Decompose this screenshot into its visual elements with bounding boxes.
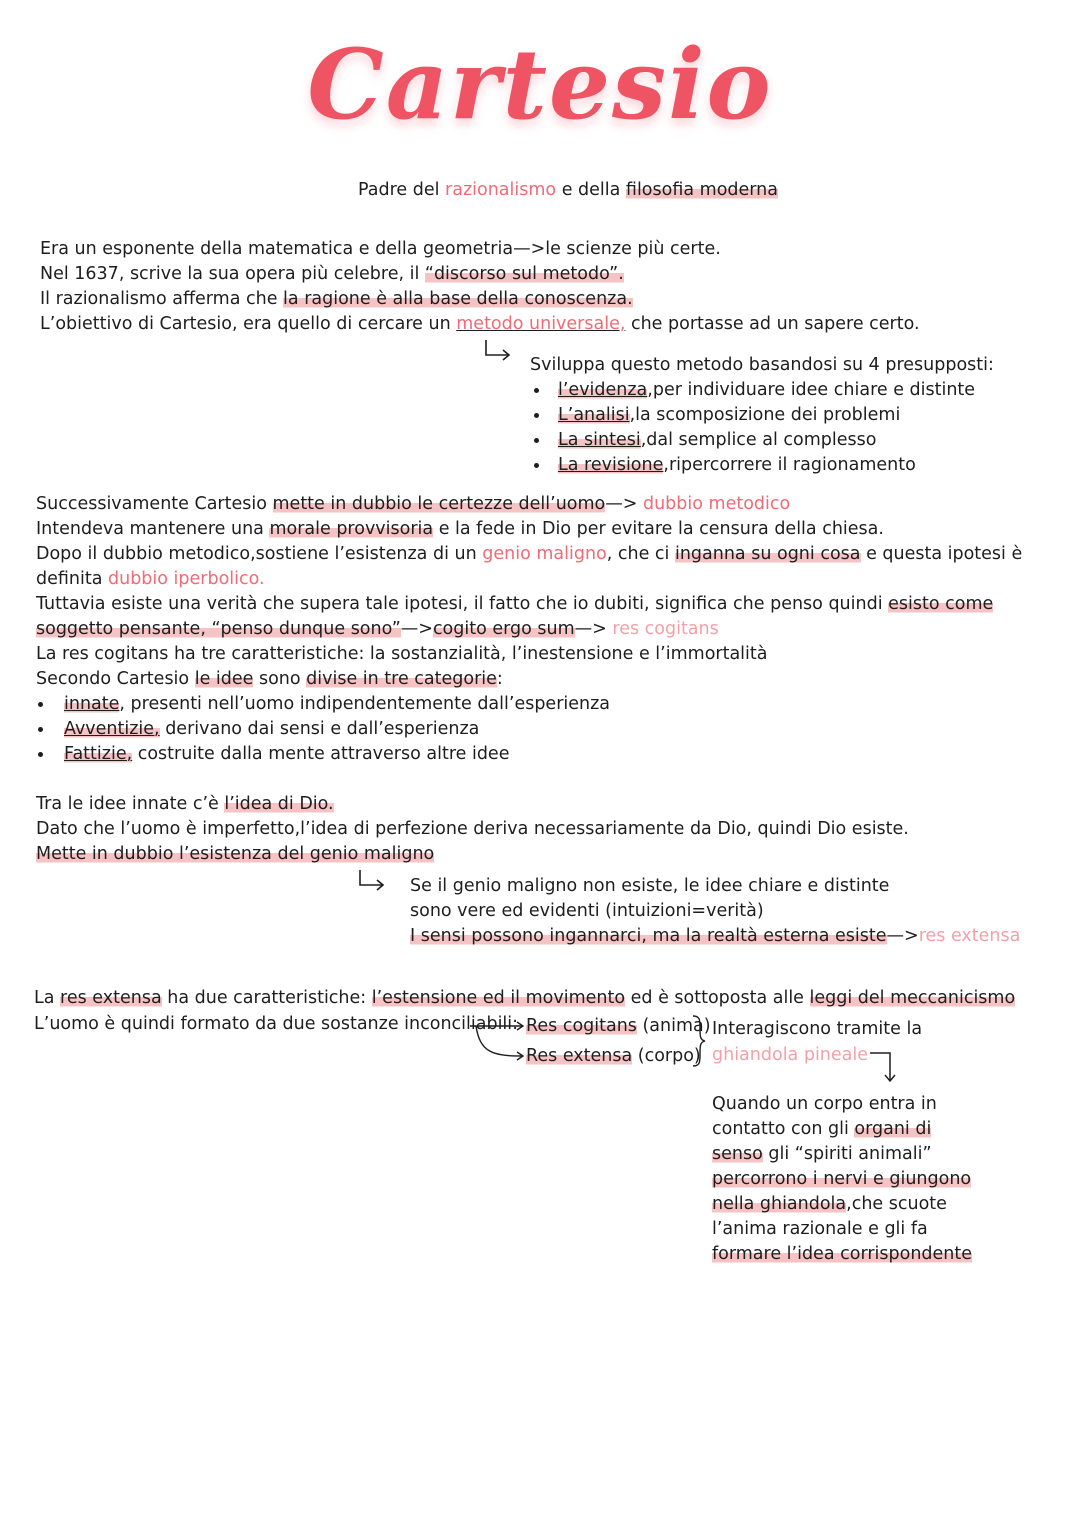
highlight: organi di — [854, 1119, 932, 1139]
doubt-line-8 — [36, 667, 503, 692]
text: —> — [886, 926, 919, 946]
text: Tuttavia esiste una verità che supera tale ipotesi, il fatto che io dubiti, significa che penso quindi — [36, 594, 889, 614]
text: Successivamente Cartesio — [36, 494, 273, 514]
text: L’obiettivo di Cartesio, era quello di cercare un — [40, 314, 457, 334]
text: e questa ipotesi è — [860, 544, 1023, 564]
method-desc: ,per individuare idee chiare e distinte — [647, 380, 976, 400]
text: —> — [605, 494, 643, 514]
doubt-line-1 — [36, 492, 790, 517]
subtitle-razionalismo: razionalismo — [445, 180, 557, 200]
method-desc: ,dal semplice al complesso — [640, 430, 877, 450]
doubt-line-4 — [36, 567, 265, 592]
highlight: la ragione è alla base della conoscenza. — [283, 289, 633, 309]
text: definita — [36, 569, 108, 589]
extensa-line-1 — [34, 986, 1015, 1011]
highlight: le idee — [194, 669, 254, 689]
curly-brace-icon — [690, 1014, 708, 1068]
idea-item — [64, 742, 509, 767]
bullet-icon — [38, 752, 43, 757]
bullet-icon — [534, 463, 539, 468]
doubt-line-2 — [36, 517, 884, 542]
intro-line-4 — [40, 312, 920, 337]
pineal-line-4 — [712, 1167, 971, 1192]
text: gli “spiriti animali” — [762, 1144, 932, 1164]
method-item — [558, 403, 900, 428]
idea-desc: derivano dai sensi e dall’esperienza — [159, 719, 480, 739]
highlight: soggetto pensante, “penso dunque sono” — [36, 619, 401, 639]
extensa-line-2: L’uomo è quindi formato da due sostanze inconciliabili: — [34, 1014, 519, 1034]
highlight: Res extensa — [526, 1046, 633, 1066]
text: , che ci — [606, 544, 675, 564]
subtitle-text: Padre del — [358, 180, 446, 200]
text: sono — [253, 669, 307, 689]
res-cogitans: res cogitans — [612, 619, 719, 639]
text: : — [496, 669, 503, 689]
method-desc: ,la scomposizione dei problemi — [629, 405, 901, 425]
interaction-line-1: Interagiscono tramite la — [712, 1019, 923, 1039]
text: La — [34, 988, 61, 1008]
res-extensa: res extensa — [918, 926, 1021, 946]
god-line-3 — [36, 842, 434, 867]
text: ed è sottoposta alle — [625, 988, 810, 1008]
idea-item — [64, 717, 479, 742]
intro-line-3 — [40, 287, 633, 312]
text: Intendeva mantenere una — [36, 519, 270, 539]
dubbio-metodico: dubbio metodico — [642, 494, 791, 514]
pineal-line-6 — [712, 1217, 928, 1242]
doubt-line-3 — [36, 542, 1022, 567]
method-term: La revisione — [558, 455, 664, 475]
highlight: formare l’idea corrispondente — [712, 1244, 973, 1264]
corner-arrow-icon — [358, 868, 388, 892]
highlight: inganna su ogni cosa — [674, 544, 861, 564]
text: (corpo) — [632, 1046, 701, 1066]
pineal-line-1 — [712, 1092, 937, 1117]
bullet-icon — [534, 438, 539, 443]
idea-item — [64, 692, 610, 717]
highlight: res extensa — [60, 988, 162, 1008]
method-desc: ,ripercorrere il ragionamento — [663, 455, 916, 475]
text: Il razionalismo afferma che — [40, 289, 284, 309]
idea-desc: , presenti nell’uomo indipendentemente dall’esperienza — [119, 694, 611, 714]
text: che portasse ad un sapere certo. — [625, 314, 920, 334]
idea-term: innate — [64, 694, 120, 714]
intro-line-2 — [40, 262, 624, 287]
highlight: senso — [712, 1144, 763, 1164]
substance-extensa — [526, 1044, 701, 1069]
highlight: leggi del meccanicismo — [809, 988, 1016, 1008]
bullet-icon — [38, 727, 43, 732]
text: (anima) — [636, 1016, 711, 1036]
highlight: divise in tre categorie — [306, 669, 497, 689]
method-item — [558, 428, 876, 453]
dubbio-iperbolico: dubbio iperbolico. — [108, 569, 265, 589]
highlight: cogito ergo sum — [432, 619, 575, 639]
method-term: La sintesi — [558, 430, 641, 450]
branch-arrow-icon — [466, 1016, 526, 1062]
genio-maligno: genio maligno — [482, 544, 607, 564]
substance-cogitans — [526, 1014, 711, 1039]
subtitle-filosofia: filosofia moderna — [625, 180, 778, 200]
text: ,che scuote — [846, 1194, 947, 1214]
pineal-line-2 — [712, 1117, 931, 1142]
ghiandola-pineale: ghiandola pineale — [712, 1045, 869, 1065]
doubt-line-6 — [36, 617, 719, 642]
highlight: mette in dubbio le certezze dell’uomo — [272, 494, 606, 514]
subtitle — [358, 178, 778, 203]
subtitle-text: e della — [556, 180, 626, 200]
god-line-1 — [36, 792, 334, 817]
method-item — [558, 453, 916, 478]
text: —> — [400, 619, 433, 639]
text: e la fede in Dio per evitare la censura della chiesa. — [433, 519, 884, 539]
pineal-line-5 — [712, 1192, 947, 1217]
intro-line-1: Era un esponente della matematica e della geometria—>le scienze più certe. — [40, 239, 721, 259]
idea-desc: costruite dalla mente attraverso altre idee — [132, 744, 510, 764]
bullet-icon — [534, 388, 539, 393]
doubt-line-5 — [36, 592, 993, 617]
corner-arrow-icon — [484, 338, 514, 362]
method-term: L’analisi — [558, 405, 630, 425]
god-conclusion-2: sono vere ed evidenti (intuizioni=verità) — [410, 901, 764, 921]
method-item — [558, 378, 975, 403]
text: Secondo Cartesio — [36, 669, 195, 689]
highlight: “discorso sul metodo”. — [424, 264, 624, 284]
highlight: percorrono i nervi e giungono — [712, 1169, 972, 1189]
highlight: Res cogitans — [526, 1016, 637, 1036]
pineal-line-7 — [712, 1242, 972, 1267]
idea-term: Fattizie, — [64, 744, 133, 764]
god-conclusion-3 — [410, 924, 1020, 949]
highlight: I sensi possono ingannarci, ma la realtà esterna esiste — [410, 926, 887, 946]
doubt-line-7: La res cogitans ha tre caratteristiche: la sostanzialità, l’inestensione e l’immortalità — [36, 644, 768, 664]
text: Quando un corpo entra in — [712, 1094, 937, 1114]
text: ha due caratteristiche: — [161, 988, 372, 1008]
page-title: Cartesio — [307, 28, 773, 141]
bullet-icon — [38, 702, 43, 707]
method-term: l’evidenza — [558, 380, 648, 400]
interaction-line-2 — [712, 1043, 868, 1068]
down-arrow-icon — [868, 1050, 896, 1084]
text: Dopo il dubbio metodico,sostiene l’esistenza di un — [36, 544, 483, 564]
bullet-icon — [534, 413, 539, 418]
highlight: l’estensione ed il movimento — [371, 988, 626, 1008]
text: Tra le idee innate c’è — [36, 794, 225, 814]
text: —> — [574, 619, 613, 639]
god-conclusion-1: Se il genio maligno non esiste, le idee chiare e distinte — [410, 876, 890, 896]
idea-term: Avventizie, — [64, 719, 160, 739]
method-intro: Sviluppa questo metodo basandosi su 4 presupposti: — [530, 355, 994, 375]
text: contatto con gli — [712, 1119, 855, 1139]
god-line-2: Dato che l’uomo è imperfetto,l’idea di perfezione deriva necessariamente da Dio, quindi Dio esiste. — [36, 819, 909, 839]
highlight: morale provvisoria — [269, 519, 434, 539]
text: Nel 1637, scrive la sua opera più celebre, il — [40, 264, 425, 284]
pineal-line-3 — [712, 1142, 932, 1167]
highlight: l’idea di Dio. — [224, 794, 334, 814]
highlight: Mette in dubbio l’esistenza del genio maligno — [36, 844, 435, 864]
text: l’anima razionale e gli fa — [712, 1219, 928, 1239]
highlight: nella ghiandola — [712, 1194, 847, 1214]
metodo-universale: metodo universale, — [456, 314, 626, 334]
highlight: esisto come — [888, 594, 994, 614]
